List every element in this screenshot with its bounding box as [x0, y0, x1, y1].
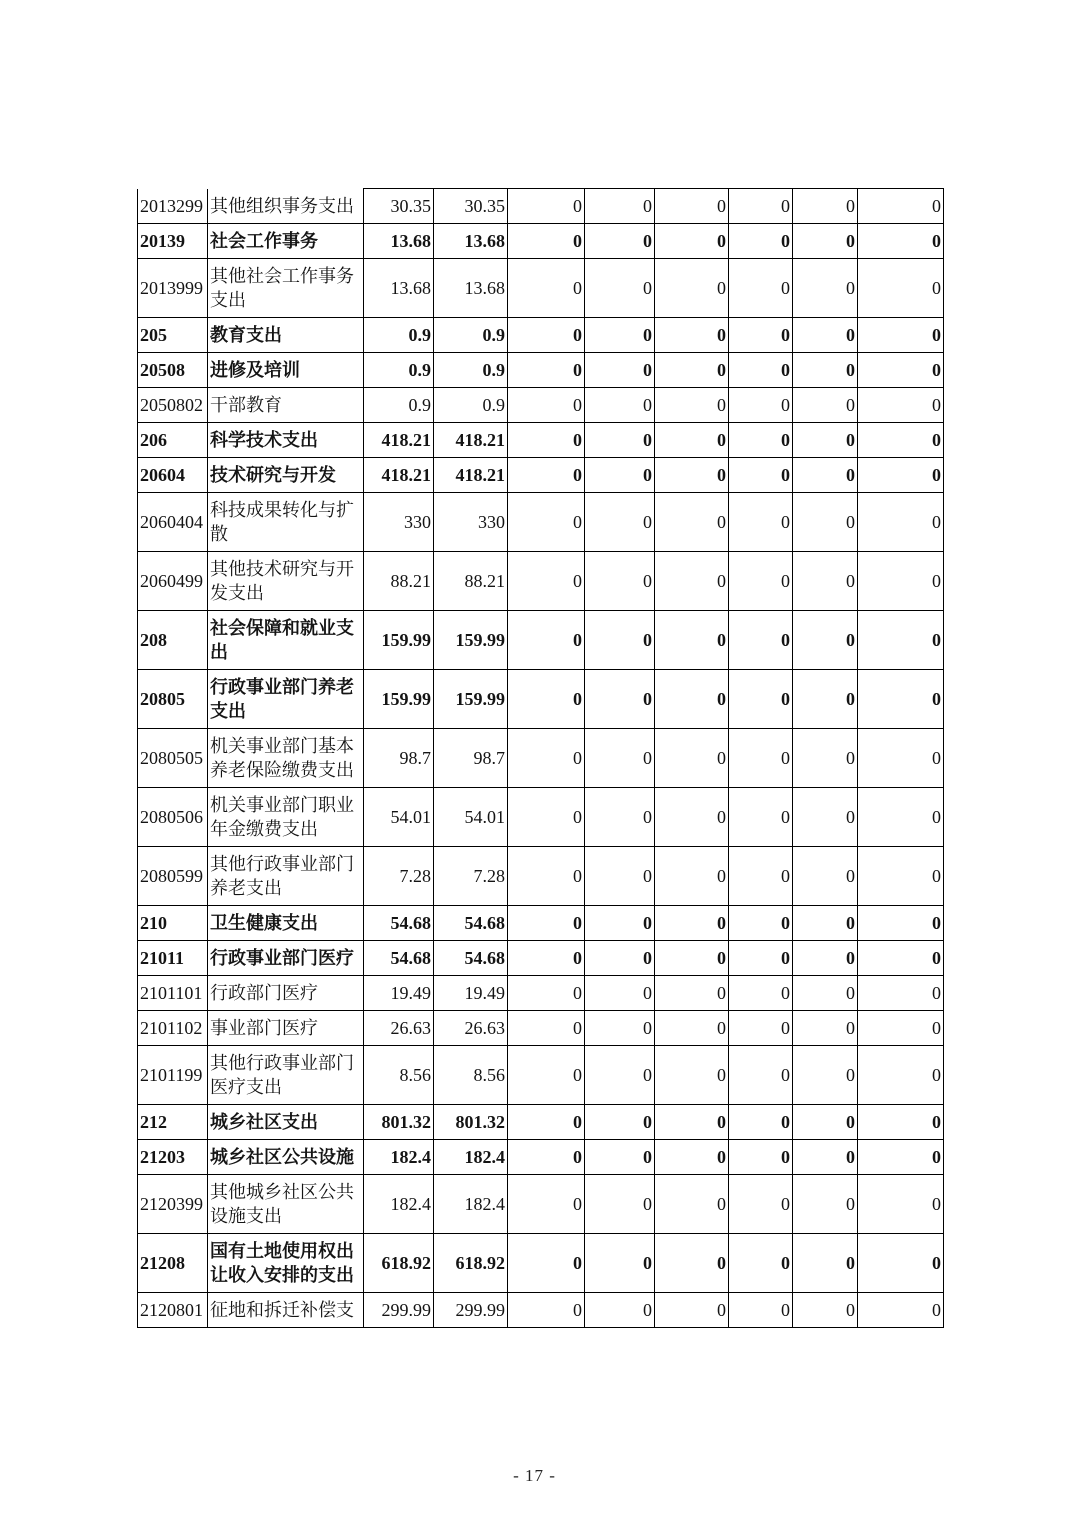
row-value: 0 — [655, 1234, 729, 1293]
row-value: 0 — [655, 788, 729, 847]
row-value: 0 — [585, 353, 655, 388]
row-value: 7.28 — [434, 847, 508, 906]
row-value: 0 — [585, 224, 655, 259]
row-code: 20604 — [138, 458, 208, 493]
row-value: 54.68 — [364, 941, 434, 976]
table-row — [138, 847, 944, 906]
row-value: 0 — [858, 423, 944, 458]
row-value: 0 — [585, 611, 655, 670]
row-value: 0 — [729, 458, 793, 493]
row-value: 8.56 — [434, 1046, 508, 1105]
row-code: 212 — [138, 1105, 208, 1140]
row-value: 182.4 — [364, 1175, 434, 1234]
row-value: 0 — [729, 1293, 793, 1328]
row-value: 0 — [858, 788, 944, 847]
row-value: 0 — [585, 1140, 655, 1175]
row-code: 205 — [138, 318, 208, 353]
row-value: 13.68 — [364, 259, 434, 318]
row-value: 0 — [655, 493, 729, 552]
row-value: 0 — [655, 906, 729, 941]
table-row — [138, 611, 944, 670]
row-value: 0 — [655, 1140, 729, 1175]
row-value: 30.35 — [364, 189, 434, 224]
row-value: 299.99 — [364, 1293, 434, 1328]
row-name: 行政部门医疗 — [208, 976, 364, 1011]
row-value: 0 — [793, 670, 858, 729]
row-code: 2101102 — [138, 1011, 208, 1046]
row-code: 20508 — [138, 353, 208, 388]
row-value: 0 — [508, 224, 585, 259]
row-value: 0 — [729, 941, 793, 976]
row-value: 0 — [729, 1175, 793, 1234]
budget-expenditure-table — [137, 188, 944, 1328]
table-row — [138, 259, 944, 318]
row-value: 0 — [858, 670, 944, 729]
row-value: 0 — [508, 670, 585, 729]
row-value: 0 — [793, 1140, 858, 1175]
row-name: 科学技术支出 — [208, 423, 364, 458]
row-value: 0 — [729, 1140, 793, 1175]
row-value: 0 — [858, 318, 944, 353]
row-value: 0 — [508, 259, 585, 318]
row-value: 0 — [585, 670, 655, 729]
row-value: 0 — [793, 458, 858, 493]
row-code: 206 — [138, 423, 208, 458]
row-value: 0 — [793, 788, 858, 847]
row-name: 科技成果转化与扩散 — [208, 493, 364, 552]
table-row — [138, 224, 944, 259]
row-value: 0 — [793, 1234, 858, 1293]
row-value: 0 — [793, 388, 858, 423]
row-value: 801.32 — [364, 1105, 434, 1140]
table-row — [138, 388, 944, 423]
row-code: 20805 — [138, 670, 208, 729]
row-value: 418.21 — [434, 423, 508, 458]
row-value: 0 — [508, 941, 585, 976]
row-value: 0 — [655, 259, 729, 318]
row-value: 0 — [858, 1046, 944, 1105]
row-value: 0 — [729, 976, 793, 1011]
row-value: 0 — [655, 1105, 729, 1140]
row-name: 其他组织事务支出 — [208, 189, 364, 224]
table-row — [138, 941, 944, 976]
row-value: 159.99 — [364, 611, 434, 670]
row-name: 国有土地使用权出让收入安排的支出 — [208, 1234, 364, 1293]
table-row — [138, 1140, 944, 1175]
row-value: 159.99 — [364, 670, 434, 729]
row-value: 98.7 — [364, 729, 434, 788]
row-value: 0 — [729, 1011, 793, 1046]
row-value: 0 — [508, 458, 585, 493]
row-name: 其他行政事业部门医疗支出 — [208, 1046, 364, 1105]
row-value: 0 — [793, 1011, 858, 1046]
row-value: 0 — [858, 611, 944, 670]
row-value: 159.99 — [434, 611, 508, 670]
row-code: 20139 — [138, 224, 208, 259]
row-value: 618.92 — [434, 1234, 508, 1293]
row-value: 0 — [793, 318, 858, 353]
row-value: 618.92 — [364, 1234, 434, 1293]
table-body — [138, 189, 944, 1328]
row-value: 0 — [793, 1293, 858, 1328]
row-value: 0 — [508, 1105, 585, 1140]
row-value: 0 — [585, 423, 655, 458]
row-value: 0 — [508, 1175, 585, 1234]
row-value: 8.56 — [364, 1046, 434, 1105]
row-value: 0 — [858, 1011, 944, 1046]
row-value: 13.68 — [434, 259, 508, 318]
row-value: 0 — [793, 611, 858, 670]
row-name: 征地和拆迁补偿支 — [208, 1293, 364, 1328]
row-value: 0 — [655, 976, 729, 1011]
row-code: 21208 — [138, 1234, 208, 1293]
row-code: 2060404 — [138, 493, 208, 552]
row-name: 进修及培训 — [208, 353, 364, 388]
row-code: 2101199 — [138, 1046, 208, 1105]
row-value: 0 — [655, 1293, 729, 1328]
row-code: 208 — [138, 611, 208, 670]
row-value: 0 — [729, 318, 793, 353]
row-value: 0 — [508, 493, 585, 552]
row-value: 0 — [655, 318, 729, 353]
row-name: 行政事业部门医疗 — [208, 941, 364, 976]
row-value: 0 — [655, 1046, 729, 1105]
row-value: 54.01 — [434, 788, 508, 847]
row-value: 0 — [729, 259, 793, 318]
row-code: 2060499 — [138, 552, 208, 611]
row-value: 0 — [793, 259, 858, 318]
row-value: 0.9 — [434, 353, 508, 388]
row-value: 0 — [655, 224, 729, 259]
row-value: 0 — [793, 847, 858, 906]
row-value: 0 — [585, 1293, 655, 1328]
row-value: 0 — [729, 493, 793, 552]
row-value: 0 — [585, 1234, 655, 1293]
row-value: 0 — [858, 1293, 944, 1328]
row-name: 干部教育 — [208, 388, 364, 423]
table-row — [138, 1046, 944, 1105]
row-value: 0 — [793, 1046, 858, 1105]
table-row — [138, 493, 944, 552]
row-value: 0 — [858, 729, 944, 788]
table-row — [138, 423, 944, 458]
row-value: 0.9 — [364, 388, 434, 423]
row-value: 0 — [655, 847, 729, 906]
row-value: 98.7 — [434, 729, 508, 788]
table-row — [138, 1011, 944, 1046]
row-value: 0 — [793, 941, 858, 976]
row-name: 社会工作事务 — [208, 224, 364, 259]
row-value: 0 — [729, 788, 793, 847]
table-row — [138, 976, 944, 1011]
row-value: 26.63 — [434, 1011, 508, 1046]
row-name: 事业部门医疗 — [208, 1011, 364, 1046]
row-value: 0 — [793, 1105, 858, 1140]
row-code: 2120399 — [138, 1175, 208, 1234]
row-name: 技术研究与开发 — [208, 458, 364, 493]
row-value: 0 — [655, 353, 729, 388]
row-value: 0.9 — [364, 353, 434, 388]
row-code: 2101101 — [138, 976, 208, 1011]
row-value: 0 — [729, 423, 793, 458]
row-value: 0 — [793, 423, 858, 458]
row-value: 0 — [508, 788, 585, 847]
row-value: 0 — [585, 552, 655, 611]
table-row — [138, 458, 944, 493]
row-value: 0 — [508, 611, 585, 670]
row-value: 0 — [858, 388, 944, 423]
row-value: 159.99 — [434, 670, 508, 729]
row-code: 2080599 — [138, 847, 208, 906]
row-value: 0 — [585, 318, 655, 353]
row-value: 418.21 — [364, 458, 434, 493]
row-value: 0 — [508, 1140, 585, 1175]
row-value: 0 — [793, 552, 858, 611]
row-code: 2120801 — [138, 1293, 208, 1328]
row-value: 0 — [508, 353, 585, 388]
row-value: 0 — [655, 941, 729, 976]
row-value: 0 — [858, 906, 944, 941]
row-value: 0 — [585, 729, 655, 788]
row-value: 418.21 — [364, 423, 434, 458]
row-value: 0 — [858, 1140, 944, 1175]
row-value: 0 — [729, 1105, 793, 1140]
row-value: 19.49 — [434, 976, 508, 1011]
row-name: 行政事业部门养老支出 — [208, 670, 364, 729]
row-code: 21203 — [138, 1140, 208, 1175]
row-value: 0 — [858, 224, 944, 259]
row-value: 0 — [585, 189, 655, 224]
row-value: 0 — [585, 1046, 655, 1105]
row-value: 0.9 — [434, 388, 508, 423]
row-value: 54.01 — [364, 788, 434, 847]
row-value: 54.68 — [364, 906, 434, 941]
row-value: 0 — [729, 906, 793, 941]
row-value: 0 — [858, 1234, 944, 1293]
row-value: 0 — [508, 189, 585, 224]
table-row — [138, 318, 944, 353]
row-value: 0 — [655, 611, 729, 670]
row-name: 机关事业部门基本养老保险缴费支出 — [208, 729, 364, 788]
row-value: 0 — [508, 729, 585, 788]
row-value: 330 — [434, 493, 508, 552]
row-value: 0 — [729, 611, 793, 670]
row-name: 城乡社区支出 — [208, 1105, 364, 1140]
row-value: 0 — [508, 388, 585, 423]
table-row — [138, 552, 944, 611]
row-name: 其他行政事业部门养老支出 — [208, 847, 364, 906]
row-value: 0 — [729, 1234, 793, 1293]
row-value: 0 — [729, 388, 793, 423]
row-value: 19.49 — [364, 976, 434, 1011]
row-value: 13.68 — [364, 224, 434, 259]
row-name: 其他技术研究与开发支出 — [208, 552, 364, 611]
table-row — [138, 906, 944, 941]
row-value: 0 — [729, 1046, 793, 1105]
row-value: 0 — [508, 1293, 585, 1328]
row-value: 330 — [364, 493, 434, 552]
row-value: 0 — [655, 729, 729, 788]
row-value: 0 — [585, 976, 655, 1011]
row-value: 182.4 — [364, 1140, 434, 1175]
table-row — [138, 1234, 944, 1293]
row-value: 0 — [858, 353, 944, 388]
row-code: 2013299 — [138, 189, 208, 224]
table-row — [138, 1175, 944, 1234]
row-value: 0 — [655, 1011, 729, 1046]
table-row — [138, 189, 944, 224]
row-value: 0 — [729, 552, 793, 611]
row-value: 26.63 — [364, 1011, 434, 1046]
row-code: 2013999 — [138, 259, 208, 318]
row-value: 0 — [729, 189, 793, 224]
row-value: 0 — [858, 941, 944, 976]
row-value: 0 — [585, 1105, 655, 1140]
row-value: 0 — [508, 1046, 585, 1105]
row-value: 0 — [858, 1175, 944, 1234]
row-value: 0 — [729, 847, 793, 906]
row-value: 0 — [585, 259, 655, 318]
table-row — [138, 1105, 944, 1140]
row-value: 0 — [655, 670, 729, 729]
row-value: 0 — [508, 976, 585, 1011]
row-name: 其他社会工作事务支出 — [208, 259, 364, 318]
row-value: 0 — [858, 189, 944, 224]
row-code: 2080505 — [138, 729, 208, 788]
row-value: 0 — [793, 729, 858, 788]
row-value: 0 — [793, 976, 858, 1011]
row-value: 0 — [655, 1175, 729, 1234]
row-value: 0 — [508, 906, 585, 941]
row-value: 418.21 — [434, 458, 508, 493]
row-name: 社会保障和就业支出 — [208, 611, 364, 670]
row-value: 88.21 — [434, 552, 508, 611]
row-value: 0 — [585, 788, 655, 847]
page-number: - 17 - — [513, 1466, 556, 1485]
table-row — [138, 670, 944, 729]
row-value: 801.32 — [434, 1105, 508, 1140]
row-value: 0 — [729, 353, 793, 388]
row-value: 0 — [585, 941, 655, 976]
row-value: 0 — [793, 353, 858, 388]
row-value: 0 — [729, 224, 793, 259]
row-value: 0 — [585, 1175, 655, 1234]
row-value: 0 — [585, 1011, 655, 1046]
table-row — [138, 788, 944, 847]
row-value: 0 — [858, 552, 944, 611]
row-name: 其他城乡社区公共设施支出 — [208, 1175, 364, 1234]
row-value: 7.28 — [364, 847, 434, 906]
row-value: 299.99 — [434, 1293, 508, 1328]
row-value: 54.68 — [434, 906, 508, 941]
row-value: 88.21 — [364, 552, 434, 611]
row-value: 0 — [585, 906, 655, 941]
row-name: 卫生健康支出 — [208, 906, 364, 941]
row-value: 0 — [729, 670, 793, 729]
row-value: 0.9 — [364, 318, 434, 353]
row-value: 0 — [858, 259, 944, 318]
row-value: 182.4 — [434, 1175, 508, 1234]
row-value: 0 — [858, 493, 944, 552]
row-value: 0 — [858, 458, 944, 493]
row-value: 0 — [655, 552, 729, 611]
row-code: 21011 — [138, 941, 208, 976]
row-name: 机关事业部门职业年金缴费支出 — [208, 788, 364, 847]
row-value: 0 — [585, 493, 655, 552]
row-value: 0 — [729, 729, 793, 788]
table-row — [138, 353, 944, 388]
row-value: 0 — [655, 423, 729, 458]
row-value: 0 — [508, 847, 585, 906]
row-value: 0 — [655, 388, 729, 423]
table-row — [138, 729, 944, 788]
row-value: 0 — [655, 189, 729, 224]
row-name: 教育支出 — [208, 318, 364, 353]
row-value: 0 — [793, 493, 858, 552]
row-value: 0 — [585, 388, 655, 423]
row-value: 0 — [858, 976, 944, 1011]
row-value: 0 — [793, 224, 858, 259]
row-value: 0 — [508, 1234, 585, 1293]
row-value: 0 — [858, 1105, 944, 1140]
row-value: 0 — [508, 318, 585, 353]
row-value: 13.68 — [434, 224, 508, 259]
row-value: 0 — [508, 552, 585, 611]
row-value: 0 — [793, 1175, 858, 1234]
row-value: 0 — [585, 458, 655, 493]
row-value: 0 — [793, 906, 858, 941]
row-name: 城乡社区公共设施 — [208, 1140, 364, 1175]
row-code: 2080506 — [138, 788, 208, 847]
row-value: 182.4 — [434, 1140, 508, 1175]
row-value: 0 — [793, 189, 858, 224]
row-value: 54.68 — [434, 941, 508, 976]
row-value: 0 — [585, 847, 655, 906]
row-value: 0 — [508, 1011, 585, 1046]
row-code: 210 — [138, 906, 208, 941]
row-value: 0 — [508, 423, 585, 458]
row-code: 2050802 — [138, 388, 208, 423]
row-value: 30.35 — [434, 189, 508, 224]
row-value: 0.9 — [434, 318, 508, 353]
table-row — [138, 1293, 944, 1328]
row-value: 0 — [858, 847, 944, 906]
row-value: 0 — [655, 458, 729, 493]
